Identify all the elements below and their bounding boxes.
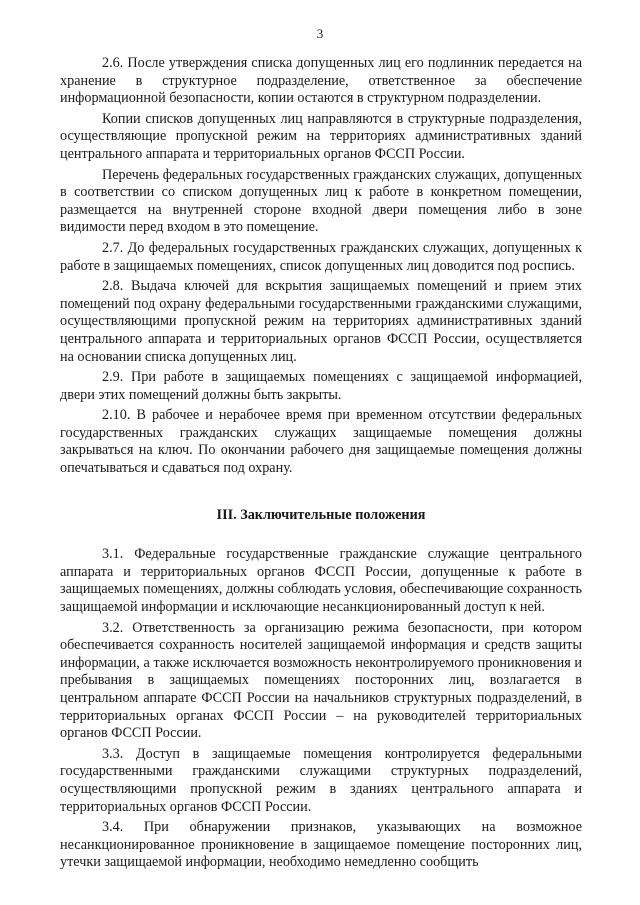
paragraph-3-2: 3.2. Ответственность за организацию режима безопасности, при котором обеспечивается сохранность носителей защищаемой информация и средств защиты информации, а также исключается возможность неконтролируемого проникновения и пребывания в защищаемых помещениях посторонних лиц, возлагается в центральном аппарате ФССП России на начальников структурных подразделений, в территориальных органах ФССП России – на руководителей территориальных органов ФССП России.: [60, 619, 582, 742]
paragraph-3-3: 3.3. Доступ в защищаемые помещения контролируется федеральными государственными гражданскими служащими структурных подразделений, осуществляющими пропускной режим в зданиях центрального аппарата и территориальных органов ФССП России.: [60, 745, 582, 815]
paragraph-2-6: 2.6. После утверждения списка допущенных лиц его подлинник передается на хранение в структурное подразделение, ответственное за обеспечение информационной безопасности, копии остаются в структурном подразделении.: [60, 55, 582, 107]
section-heading: III. Заключительные положения: [216, 506, 426, 523]
document-body: [60, 55, 582, 875]
paragraph-3-1: 3.1. Федеральные государственные гражданские служащие центрального аппарата и территориальных органов ФССП России, допущенные к работе в защищаемых помещениях, должны соблюдать условия, обеспечивающие сохранность защищаемой информации и исключающие несанкционированный доступ к ней.: [60, 546, 582, 616]
paragraph-staff-list: Перечень федеральных государственных гражданских служащих, допущенных в соответствии со списком допущенных лиц к работе в конкретном помещении, размещается на внутренней стороне входной двери помещения либо в зоне видимости перед входом в это помещение.: [60, 166, 582, 236]
paragraph-3-4: 3.4. При обнаружении признаков, указывающих на возможное несанкционированное проникновение в защищаемое помещение посторонних лиц, утечки защищаемой информации, необходимо немедленно сообщить: [60, 819, 582, 871]
page-number: 3: [316, 26, 324, 41]
paragraph-copies-lists: Копии списков допущенных лиц направляются в структурные подразделения, осуществляющие пропускной режим на территориях административных зданий центрального аппарата и территориальных органов ФССП России.: [60, 110, 582, 162]
paragraph-2-7: 2.7. До федеральных государственных гражданских служащих, допущенных к работе в защищаемых помещениях, список допущенных лиц доводится под роспись.: [60, 239, 582, 274]
paragraph-2-9: 2.9. При работе в защищаемых помещениях с защищаемой информацией, двери этих помещений должны быть закрыты.: [60, 369, 582, 403]
paragraph-2-8: 2.8. Выдача ключей для вскрытия защищаемых помещений и прием этих помещений под охрану федеральными государственными гражданскими служащими, осуществляющими пропускной режим на территориях административных зданий центрального аппарата и территориальных органов ФССП России, осуществляется на основании списка допущенных лиц.: [60, 278, 582, 365]
paragraph-2-10: 2.10. В рабочее и нерабочее время при временном отсутствии федеральных государственных гражданских служащих защищаемые помещения должны закрываться на ключ. По окончании рабочего дня защищаемые помещения должны опечатываться и сдаваться под охрану.: [60, 407, 582, 477]
